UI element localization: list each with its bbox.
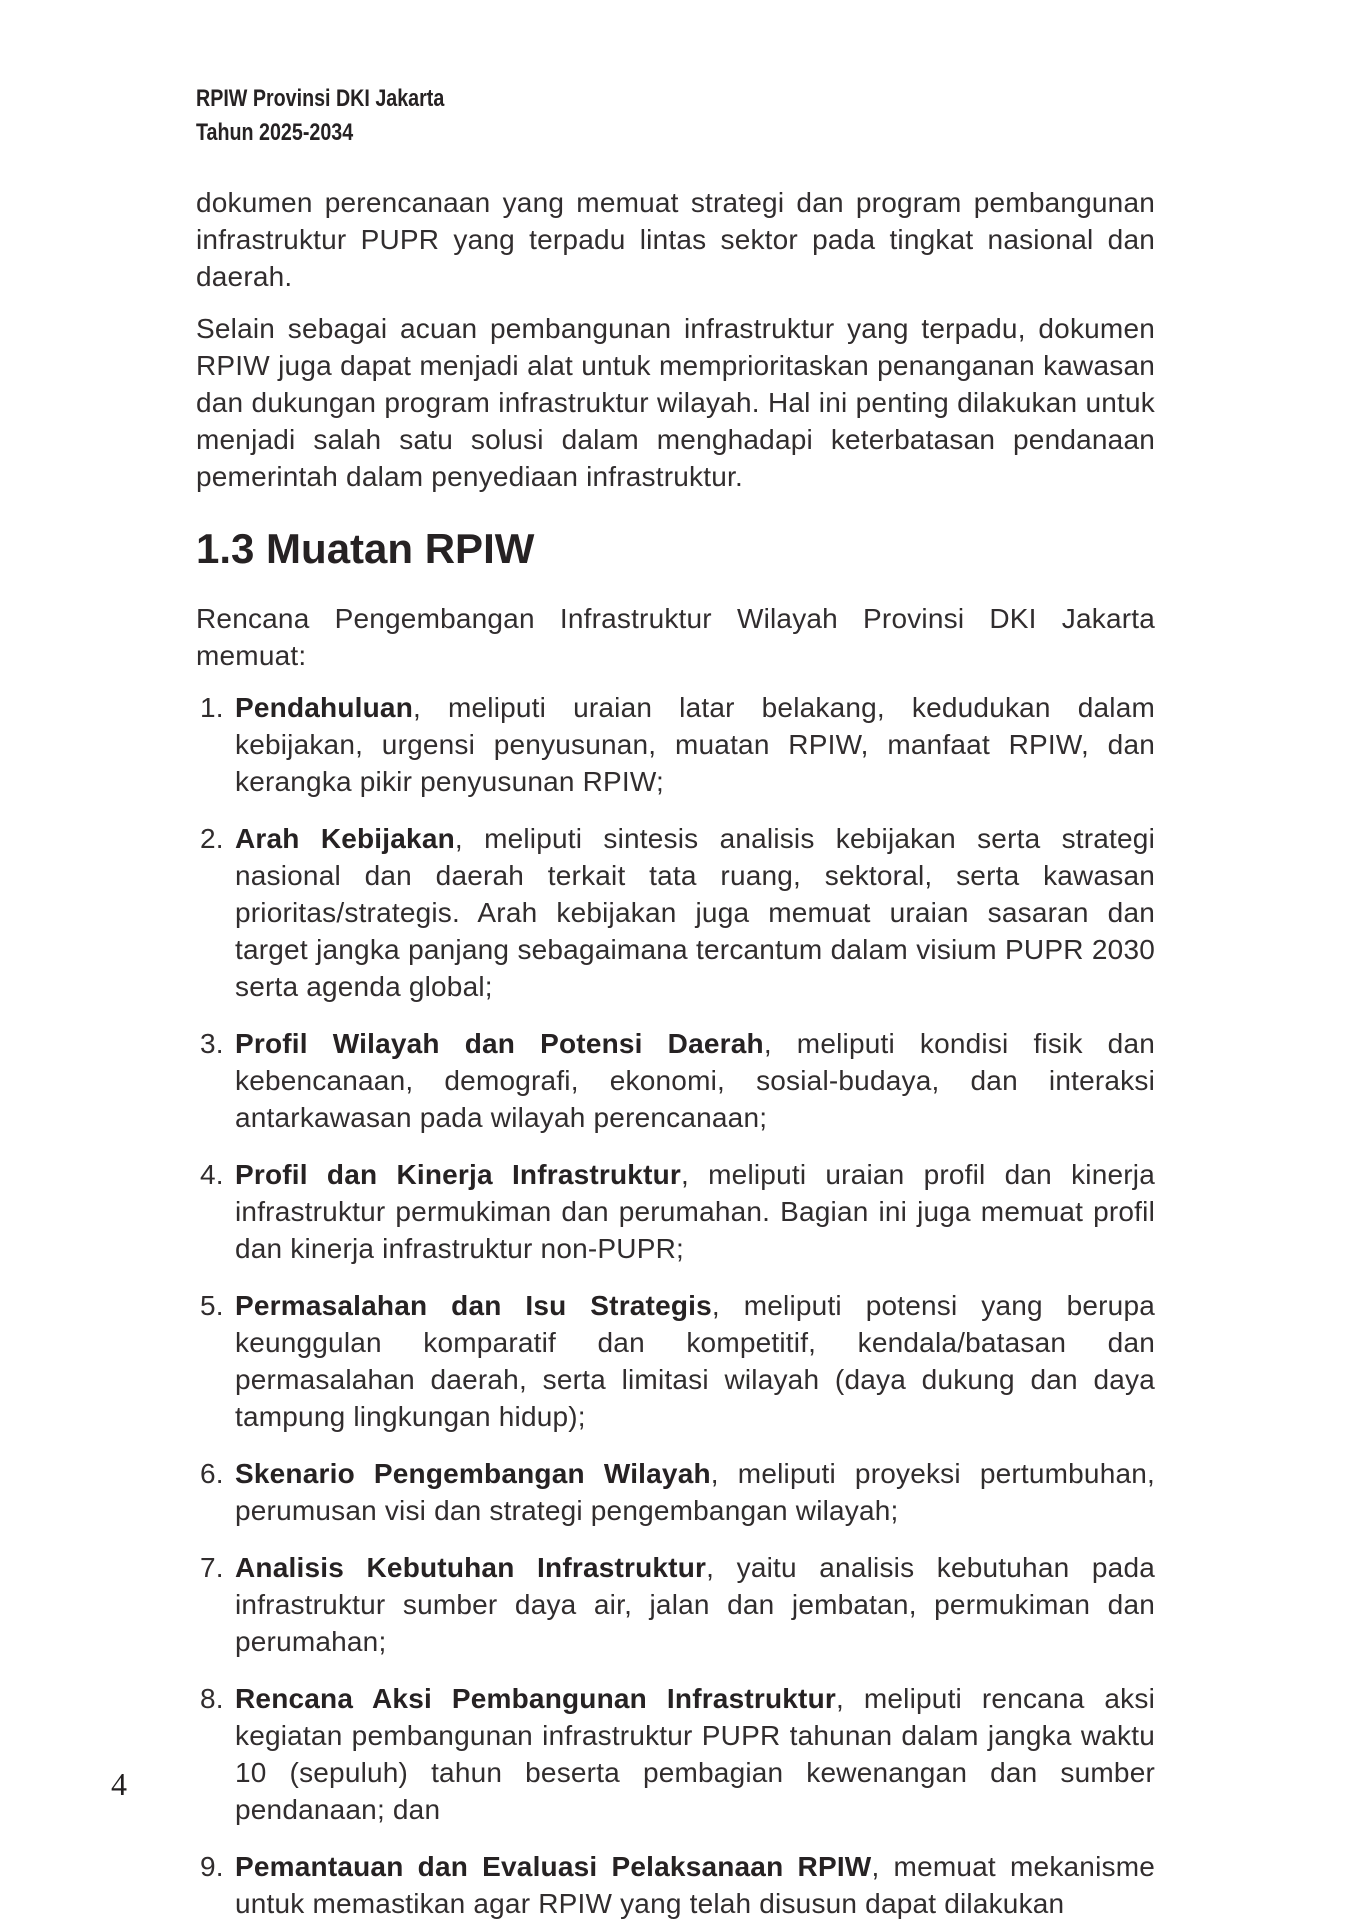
list-item-title: Arah Kebijakan — [235, 823, 455, 854]
list-item-title: Pemantauan dan Evaluasi Pelaksanaan RPIW — [235, 1851, 872, 1882]
list-item-number: 3. — [200, 1028, 224, 1059]
page-number: 4 — [111, 1766, 127, 1802]
list-item-5 — [196, 1287, 1155, 1435]
running-header — [196, 82, 444, 150]
list-item-body — [235, 1680, 1155, 1828]
list-item-number: 4. — [200, 1159, 224, 1190]
list-item-body — [235, 1156, 1155, 1267]
list-item-title: Profil Wilayah dan Potensi Daerah — [235, 1028, 764, 1059]
body-paragraph-1: dokumen perencanaan yang memuat strategi dan program pembangunan infrastruktur PUPR yang terpadu lintas sektor pada tingkat nasional dan daerah. — [196, 187, 1155, 292]
list-intro: Rencana Pengembangan Infrastruktur Wilayah Provinsi DKI Jakarta memuat: — [196, 603, 1155, 671]
list-item-number: 8. — [200, 1683, 224, 1714]
list-item-3 — [196, 1025, 1155, 1136]
list-item-body — [235, 820, 1155, 1005]
list-item-title: Rencana Aksi Pembangunan Infrastruktur — [235, 1683, 836, 1714]
list-item-text: , memuat mekanisme untuk memastikan agar RPIW yang telah disusun dapat dilakukan — [235, 1851, 1155, 1919]
list-item-text: , meliputi kondisi fisik dan kebencanaan, demografi, ekonomi, sosial-budaya, dan interaksi antarkawasan pada wilayah perencanaan; — [235, 1028, 1156, 1133]
list-item-body — [235, 1025, 1155, 1136]
running-header-line2: Tahun 2025-2034 — [196, 119, 354, 146]
list-item-7 — [196, 1549, 1155, 1660]
muatan-list — [196, 689, 1155, 1920]
list-item-title: Skenario Pengembangan Wilayah — [235, 1458, 711, 1489]
list-item-number: 5. — [200, 1290, 224, 1321]
list-item-body — [235, 1848, 1155, 1920]
running-header-line1: RPIW Provinsi DKI Jakarta — [196, 85, 445, 112]
list-item-text: , meliputi sintesis analisis kebijakan serta strategi nasional dan daerah terkait tata ruang, sektoral, serta kawasan prioritas/strategis. Arah kebijakan juga memuat uraian sasaran dan target jangka panjang sebagaimana tercantum dalam visium PUPR 2030 serta agenda global; — [235, 823, 1155, 1002]
list-item-number: 9. — [200, 1851, 224, 1882]
list-item-text: , meliputi rencana aksi kegiatan pembangunan infrastruktur PUPR tahunan dalam jangka waktu 10 (sepuluh) tahun beserta pembagian kewenangan dan sumber pendanaan; dan — [235, 1683, 1155, 1825]
list-item-number: 6. — [200, 1458, 224, 1489]
document-body — [196, 184, 1155, 1920]
list-item-number: 7. — [200, 1552, 224, 1583]
list-item-title: Pendahuluan — [235, 692, 413, 723]
list-item-body — [235, 1549, 1155, 1660]
list-item-title: Permasalahan dan Isu Strategis — [235, 1290, 712, 1321]
list-item-6 — [196, 1455, 1155, 1529]
section-heading: 1.3 Muatan RPIW — [196, 525, 535, 572]
list-item-number: 1. — [200, 692, 224, 723]
list-item-body — [235, 1455, 1155, 1529]
list-item-1 — [196, 689, 1155, 800]
list-item-text: , meliputi uraian profil dan kinerja infrastruktur permukiman dan perumahan. Bagian ini juga memuat profil dan kinerja infrastruktur non-PUPR; — [235, 1159, 1155, 1264]
list-item-body — [235, 1287, 1155, 1435]
list-item-text: , meliputi uraian latar belakang, kedudukan dalam kebijakan, urgensi penyusunan, muatan RPIW, manfaat RPIW, dan kerangka pikir penyusunan RPIW; — [235, 692, 1155, 797]
list-item-number: 2. — [200, 823, 224, 854]
list-item-text: , meliputi potensi yang berupa keunggulan komparatif dan kompetitif, kendala/batasan dan permasalahan daerah, serta limitasi wilayah (daya dukung dan daya tampung lingkungan hidup); — [235, 1290, 1156, 1432]
list-item-9 — [196, 1848, 1155, 1920]
list-item-title: Profil dan Kinerja Infrastruktur — [235, 1159, 682, 1190]
list-item-text: , meliputi proyeksi pertumbuhan, perumusan visi dan strategi pengembangan wilayah; — [235, 1458, 1156, 1526]
list-item-body — [235, 689, 1155, 800]
list-item-title: Analisis Kebutuhan Infrastruktur — [235, 1552, 707, 1583]
list-item-2 — [196, 820, 1155, 1005]
body-paragraph-2: Selain sebagai acuan pembangunan infrastruktur yang terpadu, dokumen RPIW juga dapat menjadi alat untuk memprioritaskan penanganan kawasan dan dukungan program infrastruktur wilayah. Hal ini penting dilakukan untuk menjadi salah satu solusi dalam menghadapi keterbatasan pendanaan pemerintah dalam penyediaan infrastruktur. — [196, 313, 1155, 492]
list-item-text: , yaitu analisis kebutuhan pada infrastruktur sumber daya air, jalan dan jembatan, permukiman dan perumahan; — [235, 1552, 1155, 1657]
list-item-4 — [196, 1156, 1155, 1267]
list-item-8 — [196, 1680, 1155, 1828]
